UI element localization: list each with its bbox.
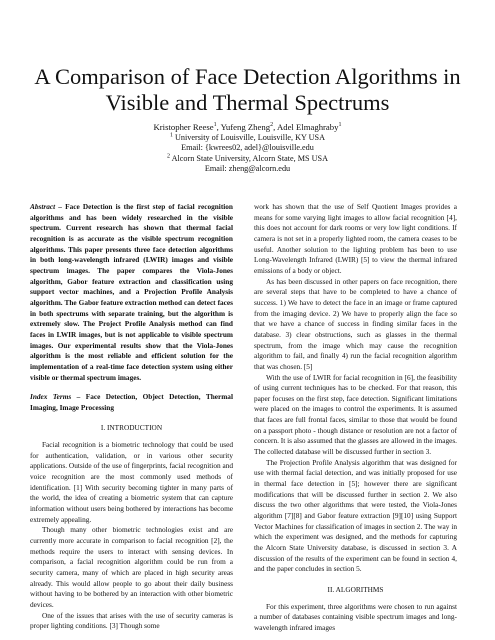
- paragraph: The Projection Profile Analysis algorithm that was designed for use with thermal facial detection, and was initially proposed for use in thermal face detection in [5]; however there are significant modifications that will be discussed further in section 2. We also discuss the two other algorithms that were tested, the Viola-Jones algorithm [7][8] and Gabor feature extraction [9][10] using Support Vector Machines for classification of images in section 2. The way in which the experiment was designed, and the methods for capturing the Alcorn State University database, is discussed in section 3. A discussion of the results of the experiment can be found in section 4, and the paper concludes in section 5.: [254, 457, 457, 574]
- author-separator: ,: [216, 122, 221, 132]
- left-column: [30, 202, 233, 632]
- abstract: Abstract – Face Detection is the first step of facial recognition algorithms and has been widely researched in the visible spectrum. Current research has shown that thermal facial recognition is as accurate as the visible spectrum recognition algorithms. This paper presents three face detection algorithms in both long-wavelength infrared (LWIR) images and visible spectrum images. The paper compares the Viola-Jones algorithm, Gabor feature extraction and classification using support vector machines, and a Projection Profile Analysis algorithm. The Gabor feature extraction method can detect faces in both spectrums with separate training, but the algorithm is extremely slow. The Project Profile Analysis method can find faces in LWIR images, but is not applicable to visible spectrum images. Our experimental results show that the Viola-Jones algorithm is the most reliable and efficient solution for the implementation of a real-time face detection system using either visible or thermal spectrum images.: [30, 202, 233, 382]
- author-name: Adel Elmaghraby: [276, 122, 339, 132]
- author-names: [40, 122, 455, 132]
- section-heading-algorithms: II. ALGORITHMS: [327, 584, 384, 594]
- paper-title: A Comparison of Face Detection Algorithms in Visible and Thermal Spectrums: [34, 64, 461, 115]
- author-name: Kristopher Reese: [153, 122, 214, 132]
- abstract-text: Face Detection is the first step of facial recognition algorithms and has been widely researched in the visible spectrum. Current research has shown that thermal facial recognition is as accurate as the visible spectrum recognition algorithms. This paper presents three face detection algorithms in both long-wavelength infrared (LWIR) images and visible spectrum images. The paper compares the Viola-Jones algorithm, Gabor feature extraction and classification using support vector machines, and a Projection Profile Analysis algorithm. The Gabor feature extraction method can detect faces in both spectrums with separate training, but the algorithm is extremely slow. The Project Profile Analysis method can find faces in LWIR images, but is not applicable to visible spectrum images. Our experimental results show that the Viola-Jones algorithm is the most reliable and efficient solution for the implementation of a real-time face detection system using either visible or thermal spectrum images.: [30, 202, 233, 382]
- paragraph: With the use of LWIR for facial recognition in [6], the feasibility of using current techniques has to be checked. For that reason, this paper focuses on the first step, face detection. Significant limitations were placed on the images to control the experiments. It is assumed that faces are full frontal faces, similar to those that would be found on a passport photo - though distance or resolution are not a factor of concern. It is also assumed that the glasses are allowed in the images. The collected database will be discussed further in section 3.: [254, 372, 457, 457]
- author-affiliation-mark: 1: [213, 122, 217, 129]
- affiliation-2: $^2$ Alcorn State University, Alcorn State, MS USA: [167, 152, 328, 163]
- section-heading-introduction: I. INTRODUCTION: [100, 423, 163, 433]
- index-terms: Index Terms – Face Detection, Object Detection, Thermal Imaging, Image Processing: [30, 392, 233, 412]
- author-affiliation-mark: 2: [270, 122, 274, 129]
- author-separator: ,: [273, 122, 277, 132]
- paragraph: For this experiment, three algorithms were chosen to run against a number of databases containing visible spectrum images and long-wavelength infrared images: [254, 601, 457, 632]
- affiliation-1: $^1$ University of Louisville, Louisville, KY USA: [169, 132, 326, 143]
- paragraph: Facial recognition is a biometric technology that could be used for authentication, validation, or in various other security applications. Outside of the use of fingerprints, facial recognition and voice recognition are the most commonly used methods of identification. [1] With security becoming tighter in many parts of the world, the idea of creating a biometric system that can capture information without users being bothered by interactions has become extremely appealing.: [30, 440, 233, 524]
- email-2: Email: zheng@alcorn.edu: [204, 163, 291, 173]
- right-column: [254, 202, 457, 634]
- paragraph: Though many other biometric technologies exist and are currently more accurate in comparison to facial recognition [2], the methods require the users to interact with sensing devices. In comparison, a facial recognition algorithm could be run from a security camera, many of which are placed in high security areas already. This would allow people to go about their daily business without having to be bothered by an interaction with other biometric devices.: [30, 525, 233, 609]
- paragraph: work has shown that the use of Self Quotient Images provides a means for some varying light images to allow facial recognition [4], this does not account for dark rooms or very low light conditions. If camera is not set in a properly lighted room, the camera ceases to be useful. Another solution to the lighting problem has been to use Long-Wavelength Infrared (LWIR) [5] to view the thermal infrared emissions of a body or object.: [254, 202, 457, 275]
- index-terms-label: Index Terms: [30, 392, 72, 402]
- email-1: Email: {kwrees02, adel}@louisville.edu: [181, 143, 314, 153]
- affiliation-mark: 1: [169, 132, 173, 139]
- paragraph: One of the issues that arises with the use of security cameras is proper lighting conditions. [3] Though some: [30, 610, 233, 631]
- author-affiliation-mark: 1: [338, 122, 342, 129]
- abstract-label: Abstract: [30, 202, 56, 211]
- index-terms-text: Face Detection, Object Detection, Thermal Imaging, Image Processing: [30, 392, 233, 412]
- paragraph: As has been discussed in other papers on face recognition, there are several steps that have to be completed to have a chance of success. 1) We have to detect the face in an image or frame captured from the imaging device. 2) We have to properly align the face so that we have a chance of success in finding similar faces in the database. 3) clear obstructions, such as glasses in the thermal spectrum, from the image which may cause the recognition algorithm to fail, and finally 4) run the facial recognition algorithm that was chosen. [5]: [254, 276, 457, 371]
- affiliation-mark: 2: [167, 152, 170, 159]
- author-name: Yufeng Zheng: [220, 122, 271, 132]
- author-block: [40, 122, 455, 174]
